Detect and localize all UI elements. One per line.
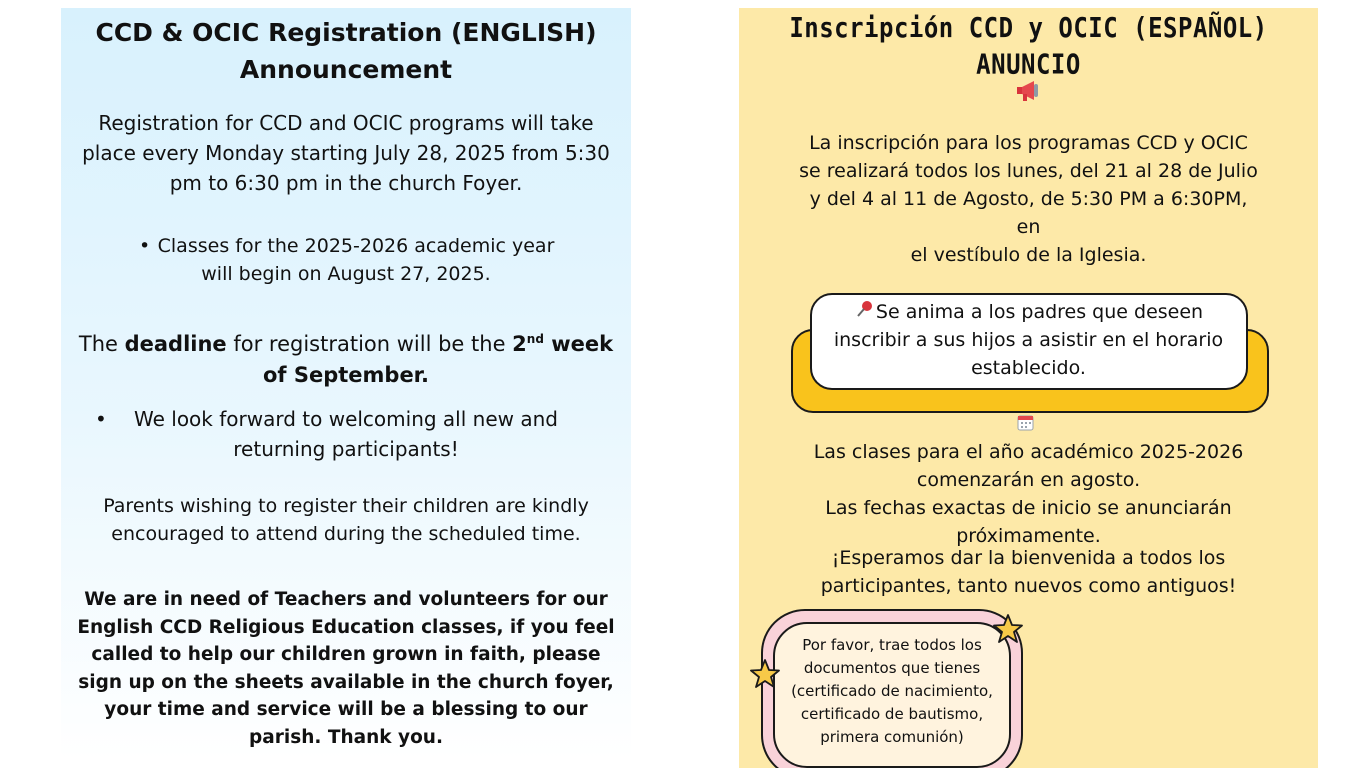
spanish-classes-line2: Las fechas exactas de inicio se anunciarán próximamente. xyxy=(825,497,1232,547)
english-classes-text xyxy=(61,232,631,288)
english-classes-line1: Classes for the 2025-2026 academic year xyxy=(157,235,555,257)
deadline-bold: deadline xyxy=(124,332,227,356)
star-icon xyxy=(749,658,781,690)
english-teachers-text: We are in need of Teachers and volunteers for our English CCD Religious Education classes, if you feel called to help our children grown in faith, please sign up on the sheets available in the church foyer, your time and service will be a blessing to our parish. Thank you. xyxy=(77,589,615,748)
spanish-announcement-panel xyxy=(739,8,1318,768)
spanish-documents-line1: Por favor, trae todos los documentos que tienes xyxy=(802,636,982,677)
bullet-icon: • xyxy=(138,235,151,257)
spanish-title: Inscripción CCD y OCIC (ESPAÑOL) ANUNCIO xyxy=(789,11,1268,81)
megaphone-icon xyxy=(1015,80,1041,102)
spanish-registration-line1: La inscripción para los programas CCD y OCIC se realizará todos los lunes, del 21 al 28 de Julio y del 4 al 11 de Agosto, de 5:30 PM a 6:30PM, en xyxy=(799,132,1258,238)
spanish-classes-line1: Las clases para el año académico 2025-2026 comenzarán en agosto. xyxy=(813,441,1244,491)
bullet-icon: • xyxy=(95,407,107,431)
spanish-registration-line2: el vestíbulo de la Iglesia. xyxy=(910,244,1147,266)
deadline-pre: The xyxy=(78,332,125,356)
english-registration-text: Registration for CCD and OCIC programs will take place every Monday starting July 28, 2025 from 5:30 pm to 6:30 pm in the church Foyer. xyxy=(82,111,610,195)
spanish-registration-text xyxy=(739,129,1318,269)
english-deadline-text xyxy=(61,324,631,391)
spanish-welcome-text: ¡Esperamos dar la bienvenida a todos los participantes, tanto nuevos como antiguos! xyxy=(820,547,1237,597)
spanish-encourage-body: Se anima a los padres que deseen inscribir a sus hijos a asistir en el horario establecido. xyxy=(833,301,1224,379)
calendar-icon xyxy=(1017,414,1034,431)
spanish-encourage-text xyxy=(739,298,1318,382)
english-parents-text: Parents wishing to register their children are kindly encouraged to attend during the scheduled time. xyxy=(103,495,589,545)
deadline-number: 2 xyxy=(512,332,527,356)
spanish-documents-line2: (certificado de nacimiento, certificado de bautismo, primera comunión) xyxy=(791,682,993,746)
deadline-week: week xyxy=(543,332,614,356)
spanish-classes-text xyxy=(739,410,1318,550)
english-welcome-text: We look forward to welcoming all new and returning participants! xyxy=(134,407,558,461)
star-icon xyxy=(992,613,1024,645)
english-classes-line2: will begin on August 27, 2025. xyxy=(201,263,491,285)
english-title: CCD & OCIC Registration (ENGLISH) Announcement xyxy=(95,18,597,84)
spanish-documents-text xyxy=(773,634,1011,749)
english-welcome-block xyxy=(61,404,631,464)
deadline-suffix: nd xyxy=(526,332,544,346)
deadline-end: of September. xyxy=(262,363,430,387)
pushpin-icon xyxy=(854,298,876,326)
spanish-classes-line1-wrap xyxy=(809,410,1248,494)
deadline-mid: for registration will be the xyxy=(226,332,513,356)
english-announcement-panel xyxy=(61,8,631,760)
